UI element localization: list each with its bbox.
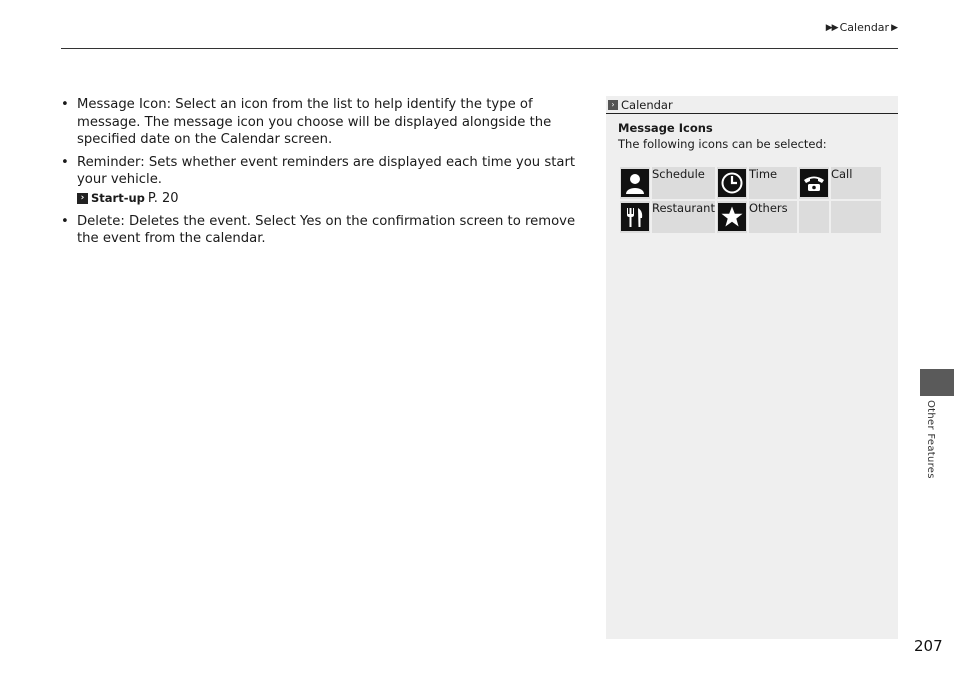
double-arrow-icon: ▶▶ xyxy=(825,22,838,33)
star-icon xyxy=(718,203,746,231)
term: Reminder xyxy=(77,154,141,170)
icon-cell xyxy=(717,201,747,233)
icon-label: Others xyxy=(749,201,797,233)
cross-reference-link[interactable] xyxy=(77,190,586,208)
reference-page: P. 20 xyxy=(147,190,179,206)
icon-label: Schedule xyxy=(652,167,715,199)
reference-arrow-icon: › xyxy=(77,193,88,204)
clock-icon xyxy=(718,169,746,197)
telephone-icon xyxy=(800,169,828,197)
icon-label: Time xyxy=(749,167,797,199)
term: Delete xyxy=(77,213,121,229)
sidebar-title: Message Icons xyxy=(618,121,713,135)
sidebar-header xyxy=(606,96,898,114)
bullet-message-icon: • Message Icon: Select an icon from the list to help identify the type of message. The message icon you choose will be displayed alongside the specified date on the Calendar screen. xyxy=(61,97,552,148)
main-content xyxy=(61,96,586,253)
description: : Deletes the event. Select xyxy=(120,213,301,229)
icon-label: Restaurant xyxy=(652,201,715,233)
page-number: 207 xyxy=(914,637,943,655)
icon-cell xyxy=(717,167,747,199)
description: on the confirmation screen to remove the event from the calendar. xyxy=(77,213,576,247)
breadcrumb-label: Calendar xyxy=(839,21,890,34)
table-row xyxy=(620,201,881,233)
emphasis: Yes xyxy=(300,213,322,229)
sidebar-header-label: Calendar xyxy=(621,97,673,112)
bullet-reminder: • Reminder: Sets whether event reminders are displayed each time you start your vehicle. › Start-up P. 20 xyxy=(61,154,586,208)
arrow-icon: ▶ xyxy=(891,22,897,33)
description: : Select an icon from the list to help identify the type of message. The message icon you choose will be displayed alongside the specified date on the Calendar screen. xyxy=(77,97,552,148)
section-label: Other Features xyxy=(925,400,936,479)
sidebar-note xyxy=(606,96,898,639)
note-arrow-icon: › xyxy=(608,100,618,110)
icon-label: Call xyxy=(831,167,881,199)
empty-cell xyxy=(831,201,881,233)
fork-knife-icon xyxy=(621,203,649,231)
empty-cell xyxy=(799,201,829,233)
icon-cell xyxy=(799,167,829,199)
icon-cell xyxy=(620,201,650,233)
person-icon xyxy=(621,169,649,197)
header-rule xyxy=(61,48,898,49)
table-row xyxy=(620,167,881,199)
section-tab xyxy=(920,369,954,396)
icon-cell xyxy=(620,167,650,199)
term: Message Icon xyxy=(77,97,167,112)
icon-table xyxy=(618,165,883,235)
bullet-delete: • Delete: Deletes the event. Select Yes on the confirmation screen to remove the event from the calendar. xyxy=(61,213,576,247)
sidebar-subtitle: The following icons can be selected: xyxy=(618,137,827,151)
description: : Sets whether event reminders are displayed each time you start your vehicle. xyxy=(77,154,576,188)
reference-label: Start-up xyxy=(91,190,145,205)
breadcrumb xyxy=(826,21,897,34)
